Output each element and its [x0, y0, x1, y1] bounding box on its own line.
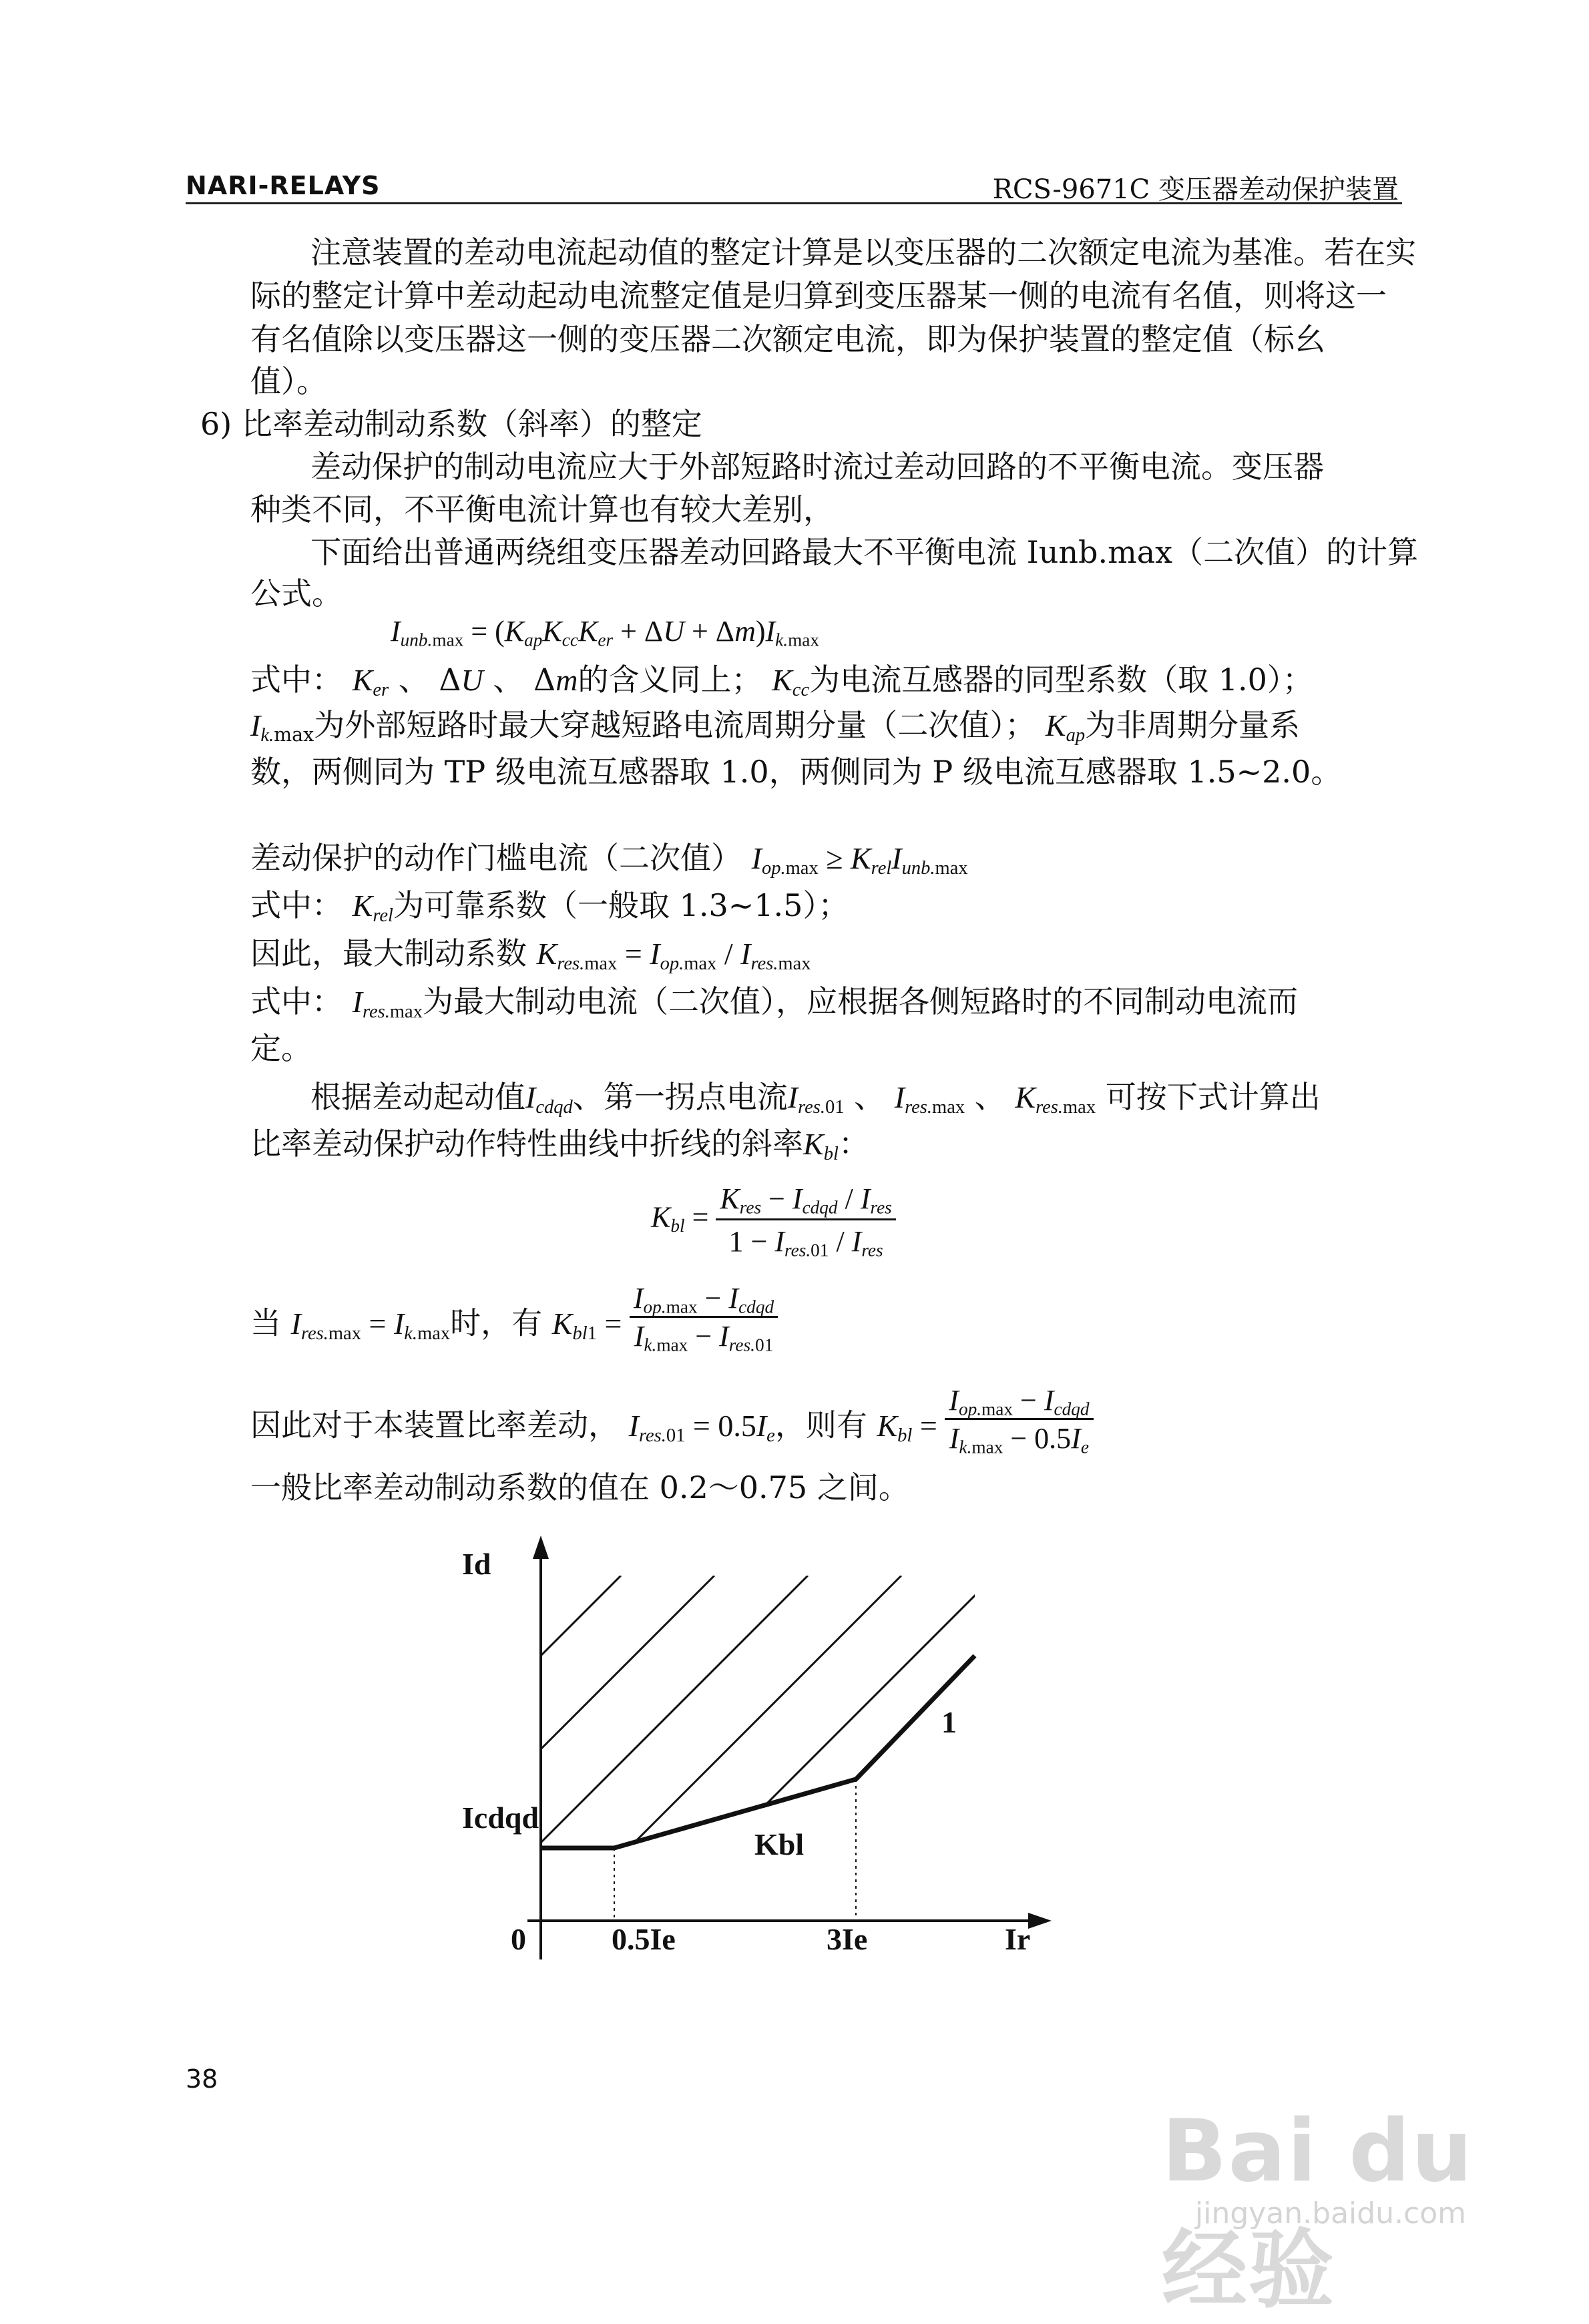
formula-op-threshold: 差动保护的动作门槛电流（二次值） Iop.max ≥ KrelIunb.max — [250, 840, 968, 879]
knee2-label: 3Ie — [827, 1922, 868, 1956]
definition-line: 式中： Ires.max为最大制动电流（二次值），应根据各侧短路时的不同制动电流而 — [250, 983, 1298, 1022]
paragraph-line: 种类不同，不平衡电流计算也有较大差别， — [250, 491, 834, 527]
paragraph-line: 公式。 — [250, 575, 343, 612]
threshold-label: Icdqd — [462, 1801, 539, 1835]
slope-label: Kbl — [754, 1827, 805, 1861]
origin-label: 0 — [511, 1922, 526, 1956]
watermark-url: jingyan.baidu.com — [1195, 2196, 1467, 2231]
paragraph-line: 际的整定计算中差动起动电流整定值是归算到变压器某一侧的电流有名值，则将这一 — [250, 278, 1387, 314]
paragraph-line: 差动保护的制动电流应大于外部短路时流过差动回路的不平衡电流。变压器 — [310, 449, 1324, 485]
header-brand: NARI-RELAYS — [186, 171, 381, 200]
definition-line: 式中： Krel为可靠系数（一般取 1.3~1.5）； — [250, 887, 849, 926]
knee1-label: 0.5Ie — [612, 1922, 676, 1956]
paragraph-line: 下面给出普通两绕组变压器差动回路最大不平衡电流 Iunb.max（二次值）的计算 — [310, 534, 1419, 570]
paragraph-line: 定。 — [250, 1030, 312, 1066]
x-axis-label: Ir — [1005, 1922, 1031, 1956]
formula-iunb-max: Iunb.max = (KapKccKer + ΔU + Δm)Ik.max — [391, 615, 820, 650]
formula-kbl1: 当 Ires.max = Ik.max时，有 Kbl1 = $\frac{\text{Iop.max − Icdqd}}{\text{Ik.max − Ires.01}}$ — [250, 1292, 778, 1359]
page-number: 38 — [186, 2064, 218, 2094]
y-axis-label: Id — [462, 1547, 491, 1581]
definition-line: 数，两侧同为 TP 级电流互感器取 1.0，两侧同为 P 级电流互感器取 1.5~2.0。 — [250, 754, 1342, 790]
watermark-brand: Bai du 经验 — [1162, 2102, 1474, 2320]
paragraph-line: 比率差动保护动作特性曲线中折线的斜率Kbl： — [250, 1126, 869, 1164]
formula-kbl-device: 因此对于本装置比率差动， Ires.01 = 0.5Ie，则有 Kbl = $\frac{\text{Iop.max − Icdqd}}{Ik.\max - 0.5Ie}$ — [250, 1394, 1094, 1461]
paragraph-line: 注意装置的差动电流起动值的整定计算是以变压器的二次额定电流为基准。若在实 — [310, 234, 1416, 270]
paragraph-line: 值）。 — [250, 363, 327, 399]
definition-line: Ik.max为外部短路时最大穿越短路电流周期分量（二次值）； Kap为非周期分量系 — [250, 707, 1301, 746]
paragraph-line: 根据差动起动值Icdqd、第一拐点电流Ires.01 、 Ires.max 、 Kres.max 可按下式计算出 — [310, 1079, 1321, 1118]
header-doc-title: RCS-9671C 变压器差动保护装置 — [992, 174, 1399, 205]
x-axis-arrow — [1028, 1913, 1052, 1929]
y-axis-arrow — [533, 1536, 549, 1559]
definition-line: 式中： Ker 、 ΔU 、 Δm的含义同上； Kcc为电流互感器的同型系数（取 1.0）； — [250, 662, 1313, 700]
formula-kres-max: 因此，最大制动系数 Kres.max = Iop.max / Ires.max — [250, 935, 811, 974]
formula-kbl: Kbl = $\frac{\text{Kres − Icdqd / Ires}}{\text{1 − Ires.01 / Ires}}$ — [651, 1182, 896, 1258]
paragraph-line: 有名值除以变压器这一侧的变压器二次额定电流，即为保护装置的整定值（标幺 — [250, 321, 1325, 357]
unit-slope-label: 1 — [941, 1705, 957, 1739]
section-heading: 6) 比率差动制动系数（斜率）的整定 — [200, 406, 702, 442]
paragraph-line: 一般比率差动制动系数的值在 0.2～0.75 之间。 — [250, 1469, 909, 1505]
